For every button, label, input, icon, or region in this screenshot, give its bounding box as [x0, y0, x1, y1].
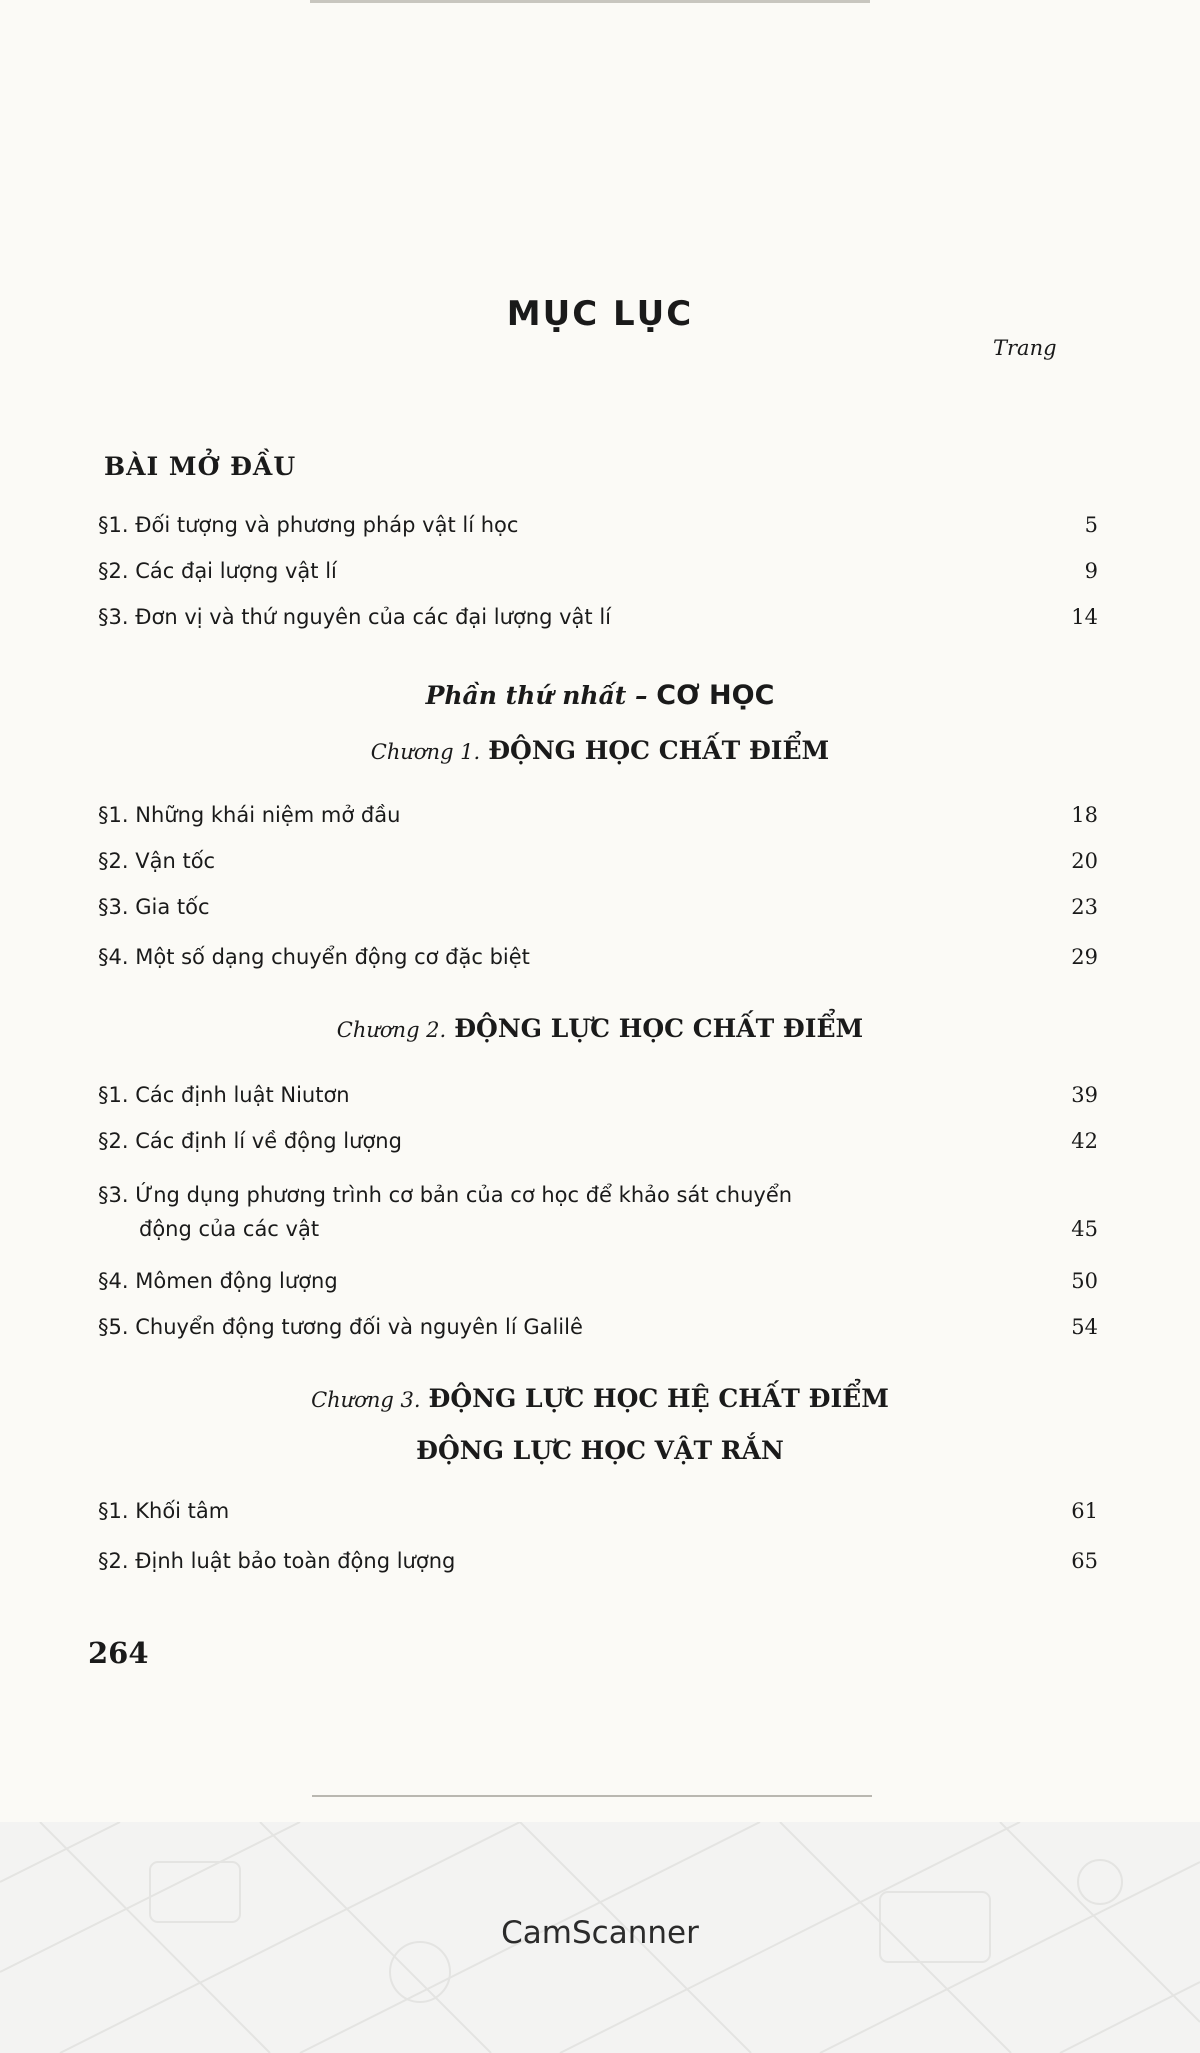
entry-page: 50: [1071, 1269, 1098, 1293]
brand-watermark: CamScanner: [501, 1915, 699, 1951]
entry-page: 65: [1071, 1549, 1098, 1573]
chapter-lead: Chương 3.: [311, 1388, 421, 1412]
chapter-title: ĐỘNG LỰC HỌC HỆ CHẤT ĐIỂM: [428, 1384, 889, 1413]
toc-entry[interactable]: [98, 1544, 1098, 1578]
entry-page: 39: [1071, 1083, 1098, 1107]
entry-text: Vận tốc: [135, 849, 216, 873]
entry-text: Đơn vị và thứ nguyên của các đại lượng vật lí: [135, 605, 611, 629]
entry-label: §2.: [98, 1549, 129, 1573]
entry-text: Định luật bảo toàn động lượng: [135, 1549, 456, 1573]
entry-page: 23: [1071, 895, 1098, 919]
part-main: CƠ HỌC: [656, 680, 775, 711]
entry-label: §3.: [98, 605, 129, 629]
entry-label: §1.: [98, 513, 129, 537]
entry-text: Các định luật Niutơn: [135, 1083, 350, 1107]
toc-entry[interactable]: [98, 1178, 1098, 1246]
entry-label: §2.: [98, 559, 129, 583]
entry-page: 29: [1071, 945, 1098, 969]
toc-entry[interactable]: [98, 1494, 1098, 1528]
chapter-title-line2: ĐỘNG LỰC HỌC VẬT RẮN: [416, 1436, 784, 1465]
toc-entry[interactable]: [98, 844, 1098, 878]
entry-text: Những khái niệm mở đầu: [135, 803, 401, 827]
entry-label: §3.: [98, 1183, 129, 1207]
chapter-lead: Chương 2.: [336, 1018, 447, 1042]
entry-label: §1.: [98, 803, 129, 827]
intro-heading: BÀI MỞ ĐẦU: [104, 452, 297, 481]
entry-text: Gia tốc: [135, 895, 210, 919]
entry-text: Đối tượng và phương pháp vật lí học: [135, 513, 519, 537]
entry-text-continued: động của các vật: [139, 1217, 320, 1241]
bottom-edge-line: [312, 1795, 872, 1797]
entry-label: §1.: [98, 1499, 129, 1523]
entry-label: §3.: [98, 895, 129, 919]
part-heading: [0, 680, 1200, 711]
entry-label: §1.: [98, 1083, 129, 1107]
toc-entry[interactable]: [98, 940, 1098, 974]
entry-text: Khối tâm: [135, 1499, 230, 1523]
toc-entry[interactable]: [98, 554, 1098, 588]
entry-text: Chuyển động tương đối và nguyên lí Galilê: [135, 1315, 583, 1339]
chapter-heading: [0, 1384, 1200, 1413]
entry-page: 9: [1084, 559, 1098, 583]
entry-label: §4.: [98, 1269, 129, 1293]
entry-page: 5: [1084, 513, 1098, 537]
entry-page: 45: [1071, 1217, 1098, 1241]
entry-page: 20: [1071, 849, 1098, 873]
toc-entry[interactable]: [98, 1264, 1098, 1298]
entry-text: Các định lí về động lượng: [135, 1129, 402, 1153]
entry-label: §2.: [98, 849, 129, 873]
entry-page: 18: [1071, 803, 1098, 827]
toc-title: MỤC LỤC: [506, 294, 694, 334]
chapter-subtitle: [0, 1436, 1200, 1465]
entry-label: §5.: [98, 1315, 129, 1339]
entry-text: Một số dạng chuyển động cơ đặc biệt: [135, 945, 530, 969]
toc-entry[interactable]: [98, 600, 1098, 634]
entry-page: 61: [1071, 1499, 1098, 1523]
toc-entry[interactable]: [98, 1078, 1098, 1112]
page-number: 264: [88, 1636, 149, 1670]
toc-entry[interactable]: [98, 890, 1098, 924]
top-edge-line: [310, 0, 870, 3]
chapter-title: ĐỘNG LỰC HỌC CHẤT ĐIỂM: [454, 1014, 864, 1043]
entry-label: §4.: [98, 945, 129, 969]
chapter-title: ĐỘNG HỌC CHẤT ĐIỂM: [488, 736, 830, 765]
part-dash: –: [626, 681, 657, 710]
toc-entry[interactable]: [98, 798, 1098, 832]
entry-page: 14: [1071, 605, 1098, 629]
entry-page: 42: [1071, 1129, 1098, 1153]
entry-text: Các đại lượng vật lí: [135, 559, 337, 583]
chapter-heading: [0, 1014, 1200, 1043]
entry-text: Ứng dụng phương trình cơ bản của cơ học để khảo sát chuyển: [135, 1183, 793, 1207]
page-column-label: Trang: [993, 336, 1057, 360]
toc-entry[interactable]: [98, 1124, 1098, 1158]
part-lead: Phần thứ nhất: [425, 681, 627, 710]
toc-entry[interactable]: [98, 508, 1098, 542]
entry-text: Mômen động lượng: [135, 1269, 338, 1293]
entry-page: 54: [1071, 1315, 1098, 1339]
chapter-heading: [0, 736, 1200, 765]
entry-label: §2.: [98, 1129, 129, 1153]
chapter-lead: Chương 1.: [370, 740, 481, 764]
toc-entry[interactable]: [98, 1310, 1098, 1344]
